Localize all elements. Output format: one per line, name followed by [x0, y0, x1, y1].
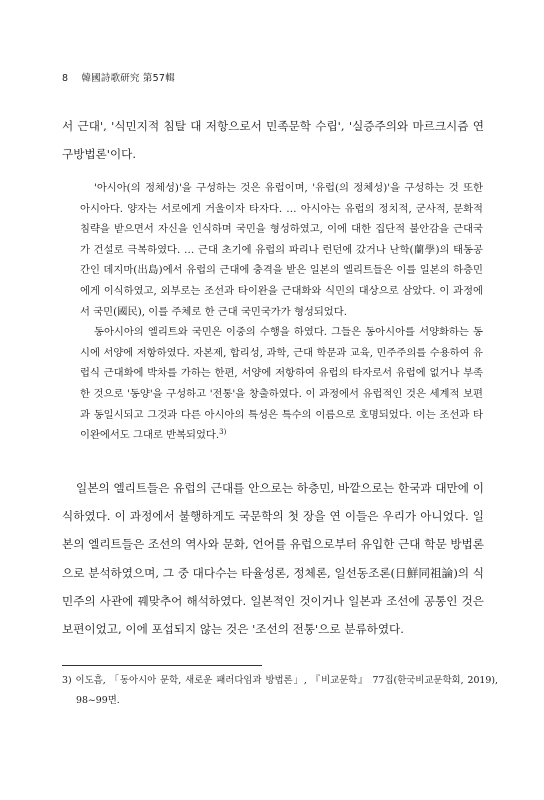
footnote-divider [62, 665, 262, 666]
block-quote [80, 178, 483, 446]
running-header [62, 70, 175, 84]
footnote-reference[interactable]: 3) [219, 428, 227, 437]
quote-paragraph-2 [80, 322, 483, 446]
footnote: 3) 이도흠, 「동아시아 문학, 새로운 패러다임과 방법론」, 『비교문학』 77집(한국비교문학회, 2019), 98~99면. [62, 675, 498, 706]
quote-paragraph-2-text: 동아시아의 엘리트와 국민은 이중의 수행을 하였다. 그들은 동아시아를 서양화하는 동시에 서양에 저항하였다. 자본제, 합리성, 과학, 근대 학문과 교육, 민주주의를 수용하여 유럽식 근대화에 박차를 가하는 한편, 서양에 저항하여 유럽의 타자로서 유럽에 없거나 부족한 것으로 '동양'을 구성하고 '전통'을 창출하였다. 이 과정에서 유럽적인 것은 세계적 보편과 동일시되고 그것과 다른 아시아의 특성은 특수의 이름으로 호명되었다. 이는 조선과 타이완에서도 그대로 반복되었다. [80, 326, 484, 442]
body-paragraph: 일본의 엘리트들은 유럽의 근대를 안으로는 하층민, 바깥으로는 한국과 대만에 이식하였다. 이 과정에서 불행하게도 국문학의 첫 장을 연 이들은 우리가 아니었다. 일본의 엘리트들은 조선의 역사와 문화, 언어를 유럽으로부터 유입한 근대 학문 방법론으로 분석하였으며, 그 중 대다수는 타율성론, 정체론, 일선동조론(日鮮同祖論)의 식민주의 사관에 꿰맞추어 해석하였다. 일본적인 것이거나 일본과 조선에 공통인 것은 보편이었고, 이에 포섭되지 않는 것은 '조선의 전통'으로 분류하였다. [62, 481, 484, 637]
body-paragraph-continued: 서 근대', '식민지적 침탈 대 저항으로서 민족문학 수립', '실증주의와 마르크시즘 연구방법론'이다. [62, 119, 484, 162]
page-number: 8 [62, 73, 69, 84]
journal-title: 韓國詩歌研究 第57輯 [81, 73, 175, 84]
quote-paragraph-1: '아시아(의 정체성)'을 구성하는 것은 유럽이며, '유럽(의 정체성)'을 구성하는 것 또한 아시아다. 양자는 서로에게 거울이자 타자다. … 아시아는 유럽의 정치적, 군사적, 문화적 침략을 받으면서 자신을 인식하며 국민을 형성하였고, 이에 대한 집단적 불안감을 근대국가 건설로 극복하였다. … 근대 초기에 유럽의 파리나 런던에 갔거나 난학(蘭學)의 태동공간인 데지마(出島)에서 유럽의 근대에 충격을 받은 일본의 엘리트들은 이를 일본의 하층민에게 이식하였고, 외부로는 조선과 타이완을 근대화와 식민의 대상으로 삼았다. 이 과정에서 국민(國民), 이를 주체로 한 근대 국민국가가 형성되었다. [80, 182, 484, 318]
